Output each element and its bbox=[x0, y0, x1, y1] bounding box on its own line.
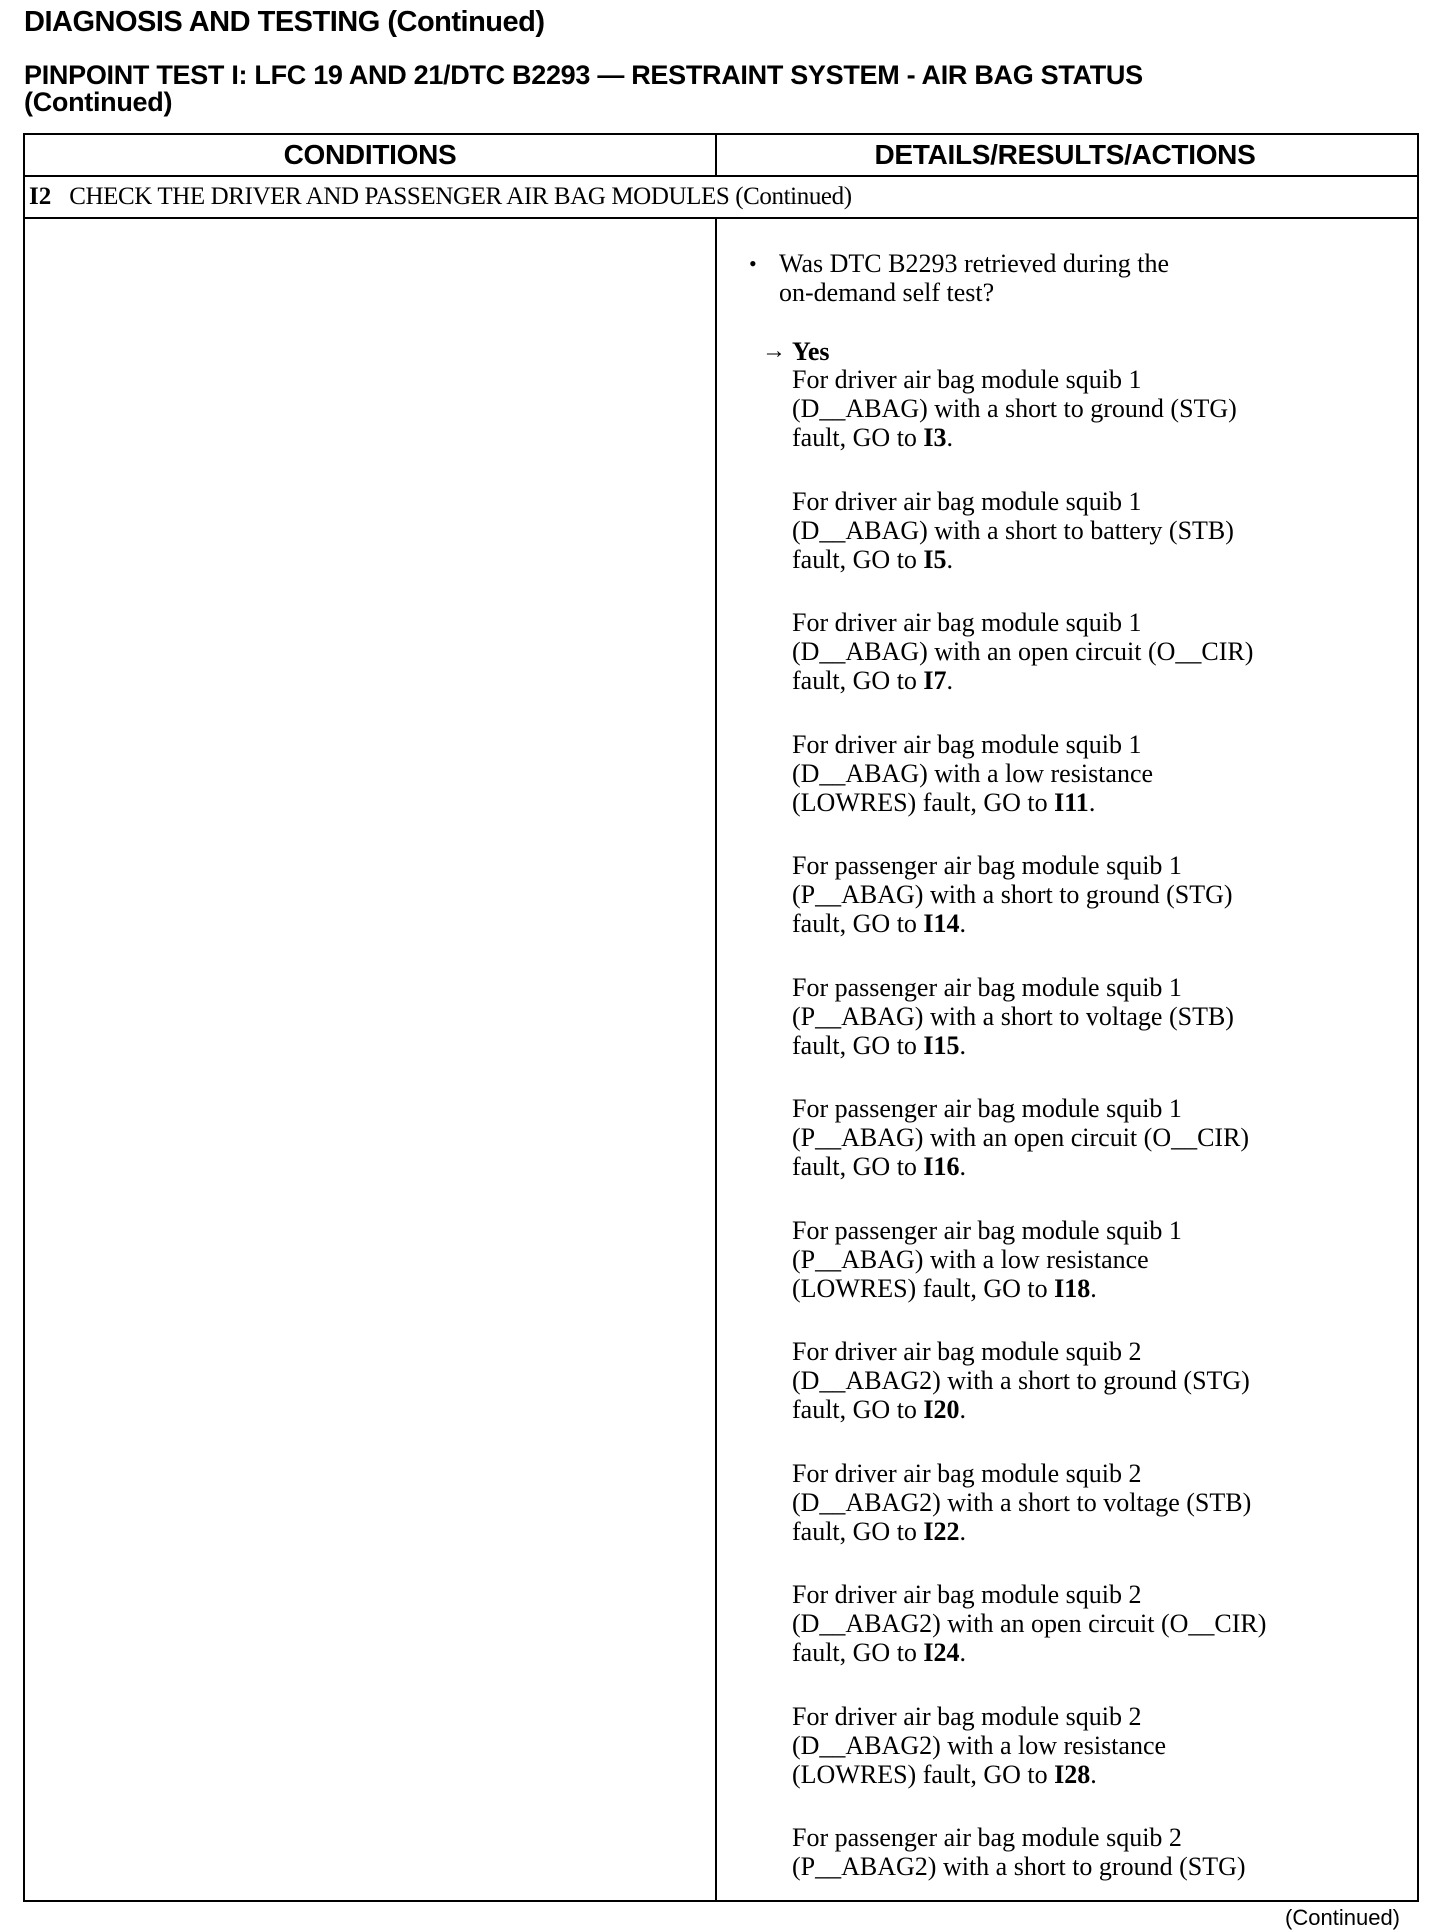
action-item-line2: (D__ABAG2) with a low resistance bbox=[792, 1730, 1167, 1760]
action-item-line1: For passenger air bag module squib 1 bbox=[792, 1215, 1182, 1245]
table-header-row bbox=[25, 135, 1417, 177]
action-item-line1: For passenger air bag module squib 1 bbox=[792, 851, 1182, 880]
action-item-line2: (D__ABAG) with a short to battery (STB) bbox=[792, 515, 1234, 545]
step-row bbox=[25, 177, 1417, 219]
action-item bbox=[792, 1459, 1412, 1546]
action-item-line2: (D__ABAG2) with a short to voltage (STB) bbox=[792, 1487, 1252, 1517]
action-item-period: . bbox=[1090, 1759, 1097, 1789]
action-item-line2: (D__ABAG) with a low resistance bbox=[792, 758, 1154, 788]
action-item-line2: (D__ABAG) with an open circuit (O__CIR) bbox=[792, 637, 1254, 666]
action-item-line3 bbox=[792, 1152, 1412, 1181]
action-item-line2: (P__ABAG) with a short to voltage (STB) bbox=[792, 1001, 1234, 1031]
goto-step-link[interactable]: I15 bbox=[923, 1030, 960, 1060]
action-item-text: fault, GO to bbox=[792, 544, 924, 574]
action-item-line2: (D__ABAG2) with a short to ground (STG) bbox=[792, 1366, 1250, 1395]
action-item-line3 bbox=[792, 423, 1412, 452]
action-item bbox=[792, 730, 1412, 817]
question-line2: on-demand self test? bbox=[779, 278, 995, 307]
question bbox=[749, 249, 1339, 307]
action-item-line1: For driver air bag module squib 1 bbox=[792, 608, 1142, 637]
continued-label: (Continued) bbox=[1285, 1905, 1400, 1930]
pinpoint-test-table bbox=[23, 133, 1419, 1902]
action-item bbox=[792, 1580, 1412, 1667]
action-item-period: . bbox=[959, 1395, 967, 1424]
action-item-line1: For driver air bag module squib 1 bbox=[792, 486, 1142, 516]
action-item bbox=[792, 1702, 1412, 1789]
action-item-period: . bbox=[959, 1152, 967, 1181]
action-item-period: . bbox=[946, 544, 954, 574]
action-item-period: . bbox=[959, 1030, 967, 1060]
goto-step-link[interactable]: I20 bbox=[923, 1395, 960, 1424]
action-item-line3 bbox=[792, 1395, 1412, 1424]
action-item-period: . bbox=[1088, 787, 1096, 817]
column-divider-header bbox=[715, 135, 717, 177]
action-item-line2: (D__ABAG) with a short to ground (STG) bbox=[792, 394, 1237, 423]
action-item-period: . bbox=[946, 666, 954, 695]
action-item-line2: (P__ABAG) with a short to ground (STG) bbox=[792, 880, 1233, 909]
pinpoint-test-title bbox=[24, 62, 1404, 116]
action-item-line1: For driver air bag module squib 2 bbox=[792, 1337, 1142, 1366]
action-item-text: fault, GO to bbox=[792, 1030, 924, 1060]
action-item-line1: For driver air bag module squib 2 bbox=[792, 1458, 1142, 1488]
goto-step-link[interactable]: I7 bbox=[923, 666, 947, 695]
action-item-line1: For driver air bag module squib 2 bbox=[792, 1580, 1142, 1609]
action-item-line2: (P__ABAG) with a low resistance bbox=[792, 1244, 1149, 1274]
action-item bbox=[792, 365, 1412, 452]
goto-step-link[interactable]: I18 bbox=[1054, 1273, 1091, 1303]
action-item bbox=[792, 608, 1412, 695]
action-item-period: . bbox=[946, 423, 954, 452]
conditions-column-header: CONDITIONS bbox=[283, 139, 457, 170]
action-item-text: fault, GO to bbox=[792, 909, 924, 938]
goto-step-link[interactable]: I24 bbox=[923, 1638, 960, 1667]
action-item-line3 bbox=[792, 666, 1412, 695]
action-item-line1: For driver air bag module squib 1 bbox=[792, 729, 1142, 759]
page-title: DIAGNOSIS AND TESTING (Continued) bbox=[24, 6, 545, 38]
action-item-line2: (P__ABAG2) with a short to ground (STG) bbox=[792, 1852, 1246, 1881]
action-item-text: fault, GO to bbox=[792, 423, 924, 452]
action-item-text: (LOWRES) fault, GO to bbox=[792, 1759, 1055, 1789]
action-item-line3 bbox=[792, 1517, 1412, 1546]
goto-step-link[interactable]: I16 bbox=[923, 1152, 960, 1181]
action-item-period: . bbox=[1090, 1273, 1097, 1303]
action-item bbox=[792, 1094, 1412, 1181]
action-item-line2: (D__ABAG2) with an open circuit (O__CIR) bbox=[792, 1609, 1267, 1638]
action-item-line1: For driver air bag module squib 2 bbox=[792, 1701, 1142, 1731]
action-item-text: fault, GO to bbox=[792, 1516, 924, 1546]
action-item-text: fault, GO to bbox=[792, 666, 924, 695]
goto-step-link[interactable]: I5 bbox=[923, 544, 947, 574]
action-item-line2: (P__ABAG) with an open circuit (O__CIR) bbox=[792, 1123, 1250, 1152]
step-title: CHECK THE DRIVER AND PASSENGER AIR BAG MODULES (Continued) bbox=[69, 183, 852, 210]
arrow-right-icon: → bbox=[762, 338, 786, 364]
action-item-line3 bbox=[792, 1760, 1412, 1789]
action-item bbox=[792, 1823, 1412, 1881]
action-item-line1: For passenger air bag module squib 1 bbox=[792, 972, 1182, 1002]
action-item-text: fault, GO to bbox=[792, 1152, 924, 1181]
action-item bbox=[792, 851, 1412, 938]
action-item-line1: For driver air bag module squib 1 bbox=[792, 365, 1142, 394]
action-item-line3 bbox=[792, 788, 1412, 817]
details-column-header: DETAILS/RESULTS/ACTIONS bbox=[874, 139, 1256, 170]
action-item-line1: For passenger air bag module squib 1 bbox=[792, 1094, 1182, 1123]
action-item bbox=[792, 487, 1412, 574]
action-item-line3 bbox=[792, 1274, 1412, 1303]
action-item-text: (LOWRES) fault, GO to bbox=[792, 787, 1055, 817]
bullet-icon: • bbox=[749, 251, 757, 276]
action-item bbox=[792, 1337, 1412, 1424]
action-item-line1: For passenger air bag module squib 2 bbox=[792, 1823, 1182, 1852]
action-item-text: (LOWRES) fault, GO to bbox=[792, 1273, 1055, 1303]
action-item-line3 bbox=[792, 545, 1412, 574]
action-item-line3 bbox=[792, 909, 1412, 938]
goto-step-link[interactable]: I3 bbox=[923, 423, 947, 452]
goto-step-link[interactable]: I14 bbox=[923, 909, 960, 938]
question-line1: Was DTC B2293 retrieved during the bbox=[779, 249, 1169, 278]
goto-step-link[interactable]: I28 bbox=[1054, 1759, 1091, 1789]
action-item-text: fault, GO to bbox=[792, 1638, 924, 1667]
action-item-line3 bbox=[792, 1031, 1412, 1060]
step-id: I2 bbox=[29, 183, 52, 210]
action-item-text: fault, GO to bbox=[792, 1395, 924, 1424]
pinpoint-test-title-line1: PINPOINT TEST I: LFC 19 AND 21/DTC B2293 — RESTRAINT SYSTEM - AIR BAG STATUS bbox=[24, 60, 1143, 90]
action-item-period: . bbox=[959, 1638, 967, 1667]
column-divider bbox=[715, 219, 717, 1900]
goto-step-link[interactable]: I22 bbox=[923, 1516, 960, 1546]
action-item-period: . bbox=[959, 1516, 967, 1546]
action-item bbox=[792, 1216, 1412, 1303]
action-item-line3 bbox=[792, 1638, 1412, 1667]
action-item bbox=[792, 973, 1412, 1060]
goto-step-link[interactable]: I11 bbox=[1054, 787, 1089, 817]
answer-yes: Yes bbox=[792, 337, 830, 366]
pinpoint-test-title-line2: (Continued) bbox=[24, 87, 173, 117]
action-item-period: . bbox=[959, 909, 967, 938]
